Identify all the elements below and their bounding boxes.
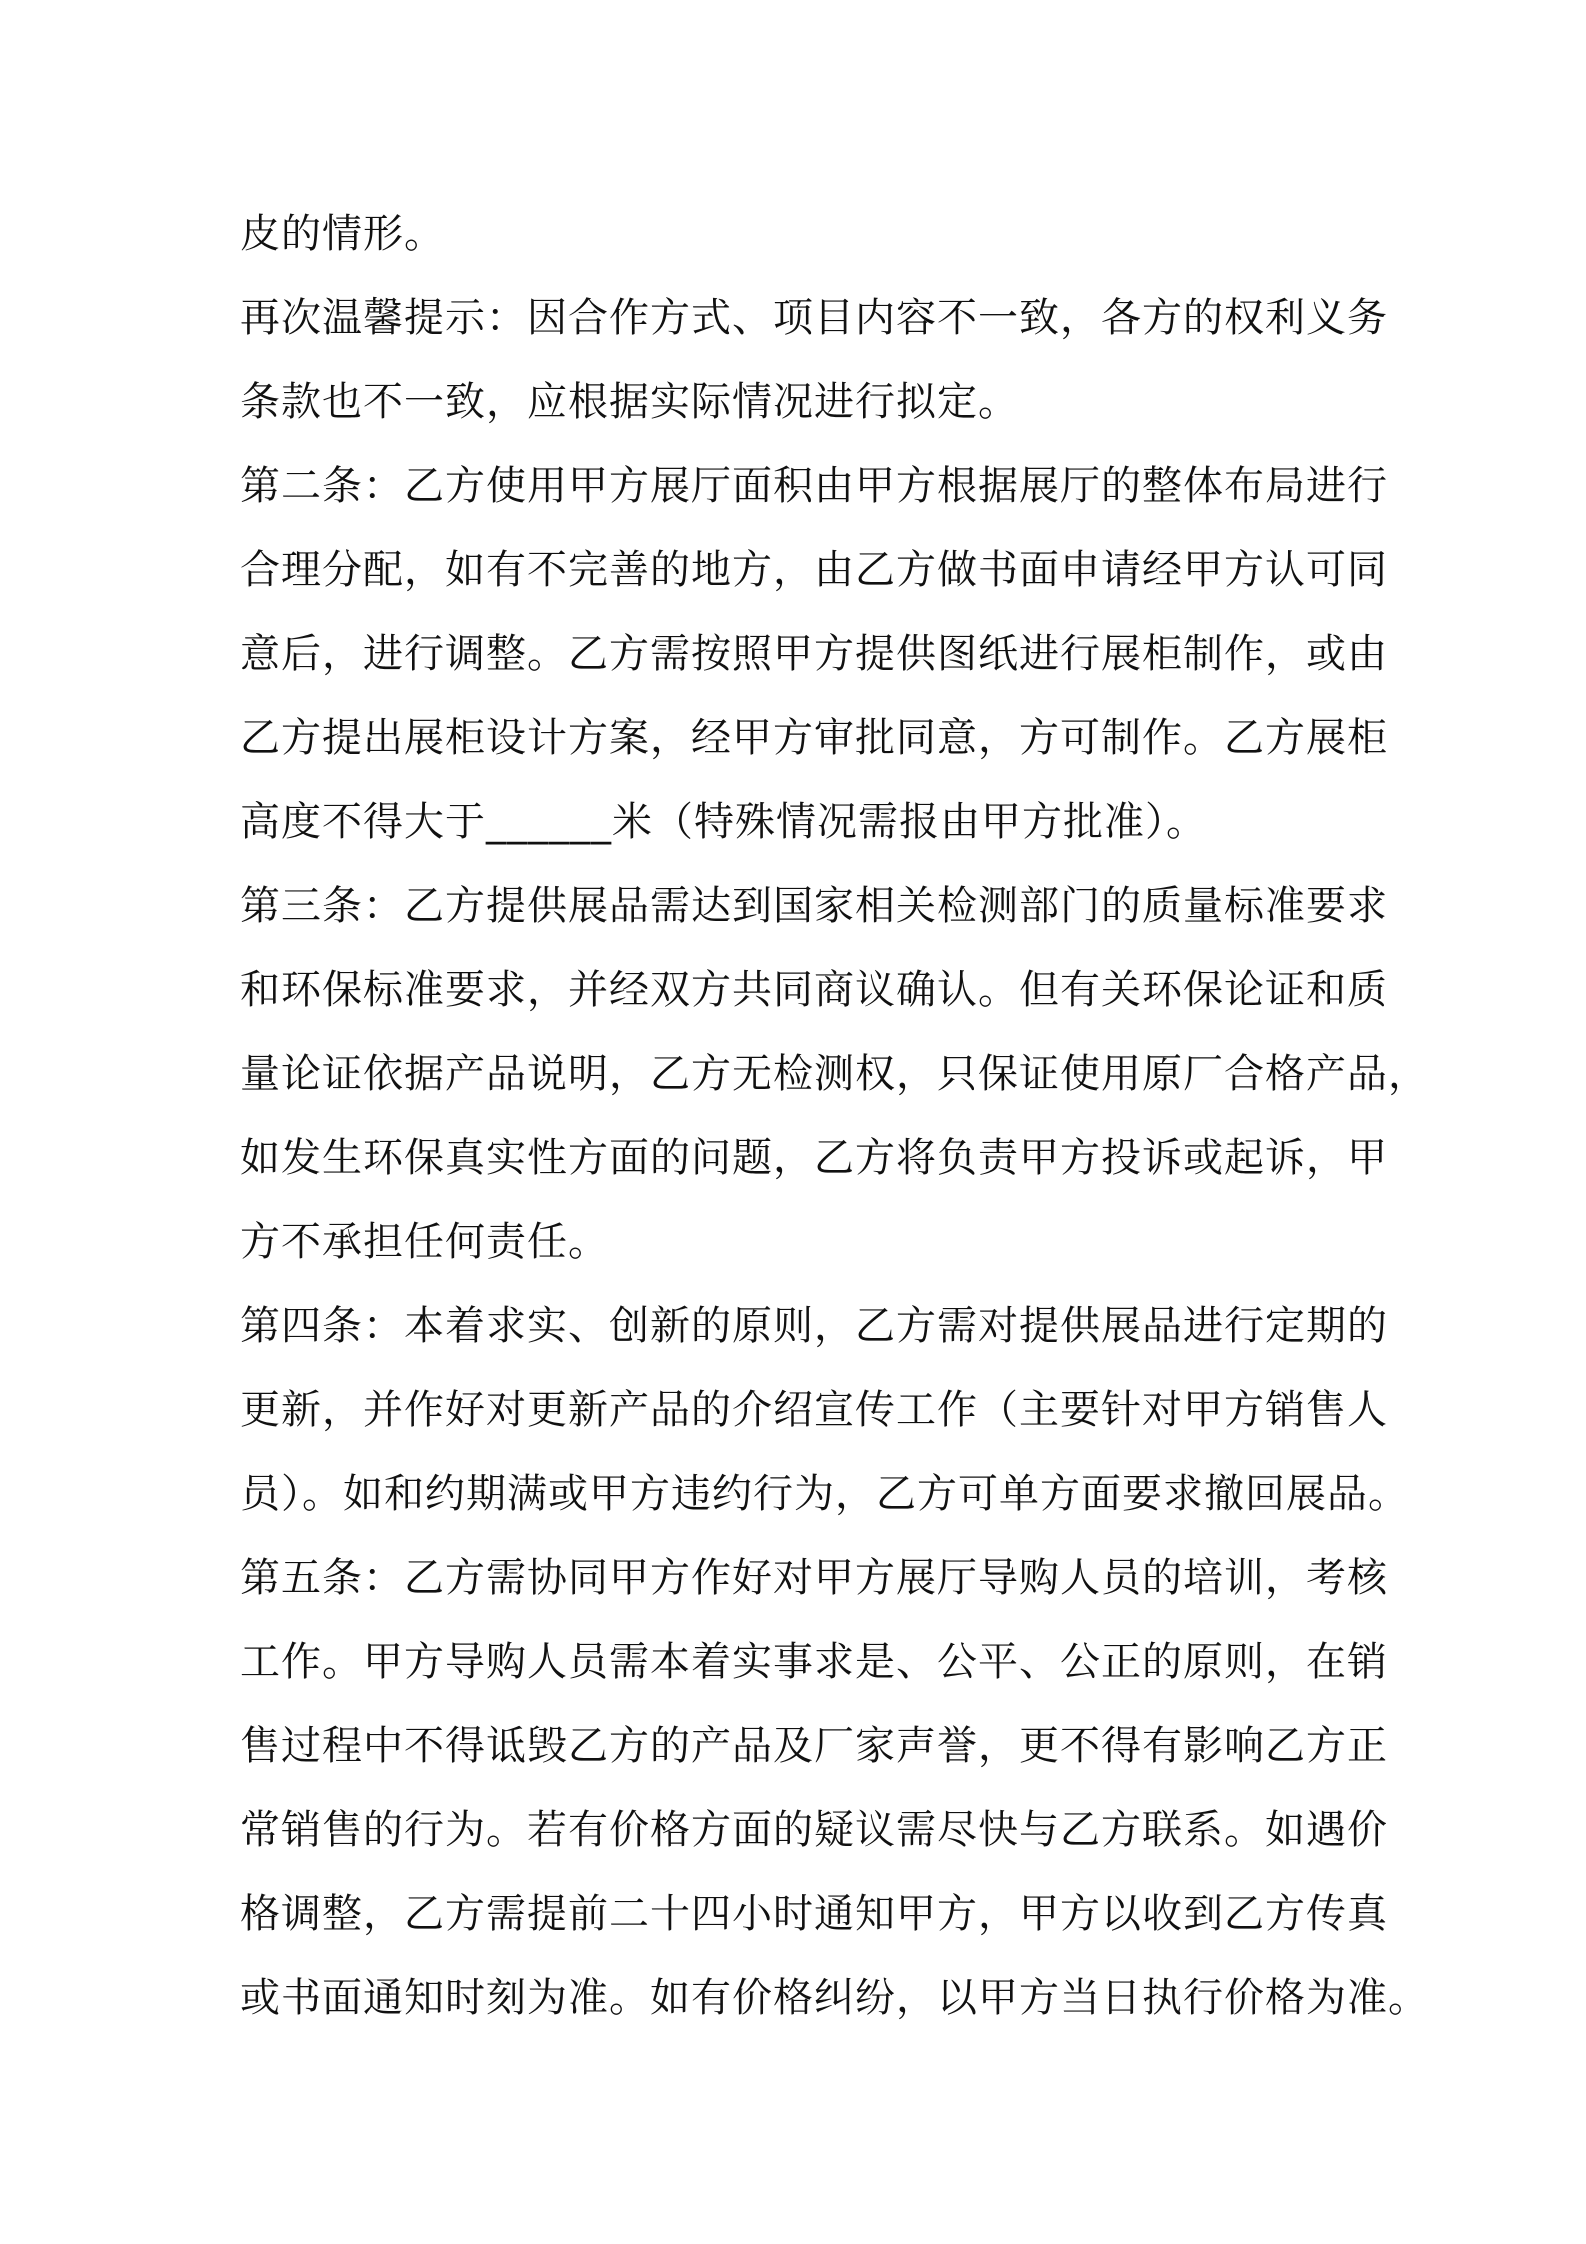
text-line: 第五条：乙方需协同甲方作好对甲方展厅导购人员的培训，考核	[240, 1555, 1388, 1601]
text-line: 乙方提出展柜设计方案，经甲方审批同意，方可制作。乙方展柜	[240, 715, 1388, 761]
text-line: 工作。甲方导购人员需本着实事求是、公平、公正的原则，在销	[240, 1639, 1388, 1685]
text-line: 第三条：乙方提供展品需达到国家相关检测部门的质量标准要求	[240, 883, 1388, 929]
text-line: 皮的情形。	[240, 211, 445, 257]
document-body	[240, 192, 1429, 2040]
text-line: 高度不得大于______米（特殊情况需报由甲方批准）。	[240, 799, 1207, 845]
text-line: 量论证依据产品说明，乙方无检测权，只保证使用原厂合格产品，	[240, 1051, 1429, 1097]
text-line: 或书面通知时刻为准。如有价格纠纷，以甲方当日执行价格为准。	[240, 1975, 1429, 2021]
text-line: 意后，进行调整。乙方需按照甲方提供图纸进行展柜制作，或由	[240, 631, 1388, 677]
text-line: 方不承担任何责任。	[240, 1219, 609, 1265]
text-line: 第二条：乙方使用甲方展厅面积由甲方根据展厅的整体布局进行	[240, 463, 1388, 509]
text-line: 合理分配，如有不完善的地方，由乙方做书面申请经甲方认可同	[240, 547, 1388, 593]
text-line: 更新，并作好对更新产品的介绍宣传工作（主要针对甲方销售人	[240, 1387, 1388, 1433]
text-line: 再次温馨提示：因合作方式、项目内容不一致，各方的权利义务	[240, 295, 1388, 341]
text-line: 常销售的行为。若有价格方面的疑议需尽快与乙方联系。如遇价	[240, 1807, 1388, 1853]
text-line: 第四条：本着求实、创新的原则，乙方需对提供展品进行定期的	[240, 1303, 1388, 1349]
text-line: 如发生环保真实性方面的问题，乙方将负责甲方投诉或起诉，甲	[240, 1135, 1388, 1181]
text-line: 和环保标准要求，并经双方共同商议确认。但有关环保论证和质	[240, 967, 1388, 1013]
text-line: 员）。如和约期满或甲方违约行为，乙方可单方面要求撤回展品。	[240, 1471, 1409, 1517]
text-line: 条款也不一致，应根据实际情况进行拟定。	[240, 379, 1019, 425]
text-line: 格调整，乙方需提前二十四小时通知甲方，甲方以收到乙方传真	[240, 1891, 1388, 1937]
text-line: 售过程中不得诋毁乙方的产品及厂家声誉，更不得有影响乙方正	[240, 1723, 1388, 1769]
